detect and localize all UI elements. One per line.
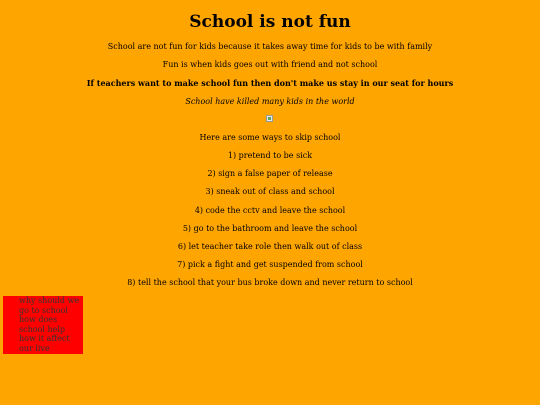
sidebar-link-how-it-affects[interactable]: how it affect our live bbox=[19, 334, 70, 353]
fun-paragraph: Fun is when kids goes out with friend and not school bbox=[162, 60, 378, 69]
way-item-6: 6) let teacher take role then walk out of class bbox=[177, 242, 363, 251]
world-paragraph: School have killed many kids in the world bbox=[185, 97, 355, 106]
sidebar-nav bbox=[3, 296, 83, 354]
teacher-paragraph: If teachers want to make school fun then don't make us stay in our seat for hours bbox=[86, 78, 454, 88]
way-item-2: 2) sign a false paper of release bbox=[207, 169, 333, 178]
sidebar-link-how-school-helps[interactable]: how does school help bbox=[19, 315, 66, 334]
ways-heading: Here are some ways to skip school bbox=[199, 133, 341, 142]
sidebar-item bbox=[3, 296, 83, 315]
sidebar-item bbox=[3, 334, 83, 353]
sidebar-link-list bbox=[3, 296, 83, 354]
way-item-4: 4) code the cctv and leave the school bbox=[194, 206, 346, 215]
way-item-7: 7) pick a fight and get suspended from school bbox=[177, 260, 363, 269]
way-item-5: 5) go to the bathroom and leave the school bbox=[182, 224, 358, 233]
way-item-1: 1) pretend to be sick bbox=[227, 151, 313, 160]
way-item-8: 8) tell the school that your bus broke down and never return to school bbox=[127, 278, 413, 287]
way-item-3: 3) sneak out of class and school bbox=[205, 187, 335, 196]
sidebar-item bbox=[3, 315, 83, 334]
sidebar-link-why-school[interactable]: why should we go to school bbox=[19, 296, 80, 315]
intro-paragraph: School are not fun for kids because it takes away time for kids to be with family bbox=[107, 42, 433, 51]
page-title: School is not fun bbox=[189, 12, 351, 32]
broken-image-icon bbox=[266, 115, 273, 122]
